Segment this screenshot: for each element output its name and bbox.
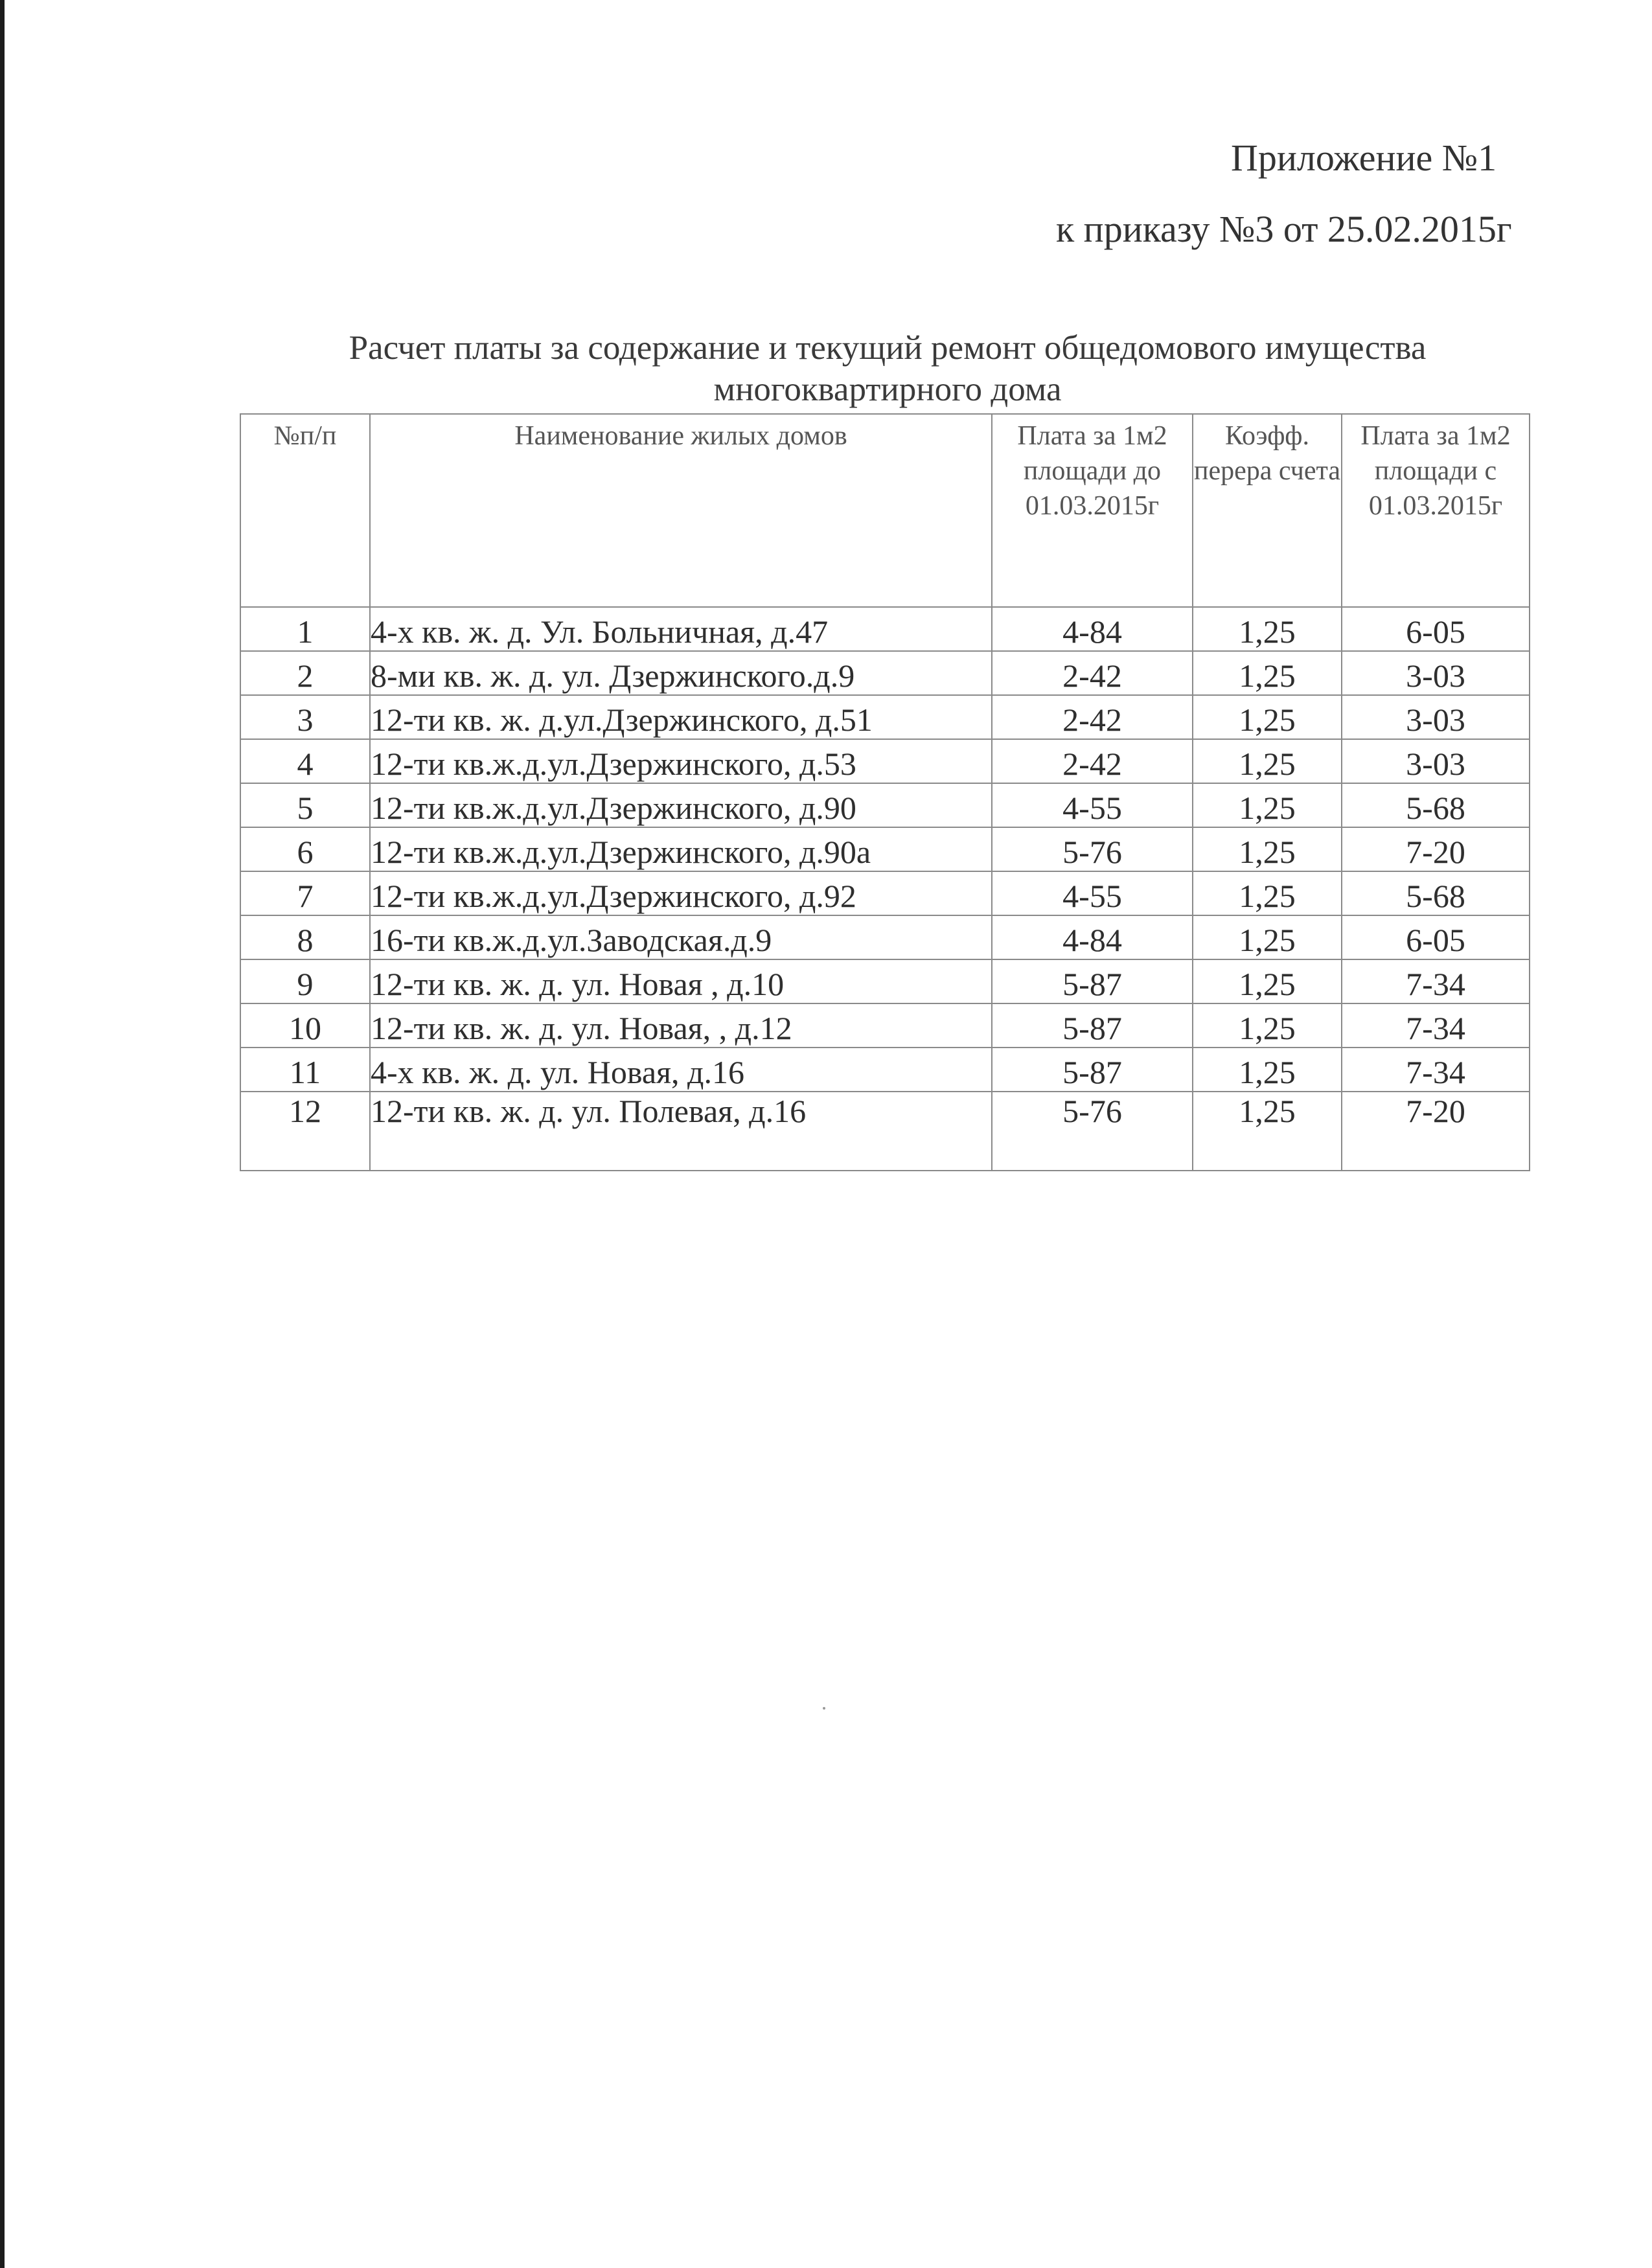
coefficient-cell: 1,25 — [1193, 959, 1342, 1003]
row-number-cell: 10 — [240, 1003, 370, 1048]
coefficient-cell: 1,25 — [1193, 871, 1342, 915]
house-name-cell: 12-ти кв.ж.д.ул.Дзержинского, д.90а — [370, 827, 992, 871]
table-row — [240, 1003, 1530, 1048]
coefficient-cell: 1,25 — [1193, 739, 1342, 783]
rate-after-cell: 7-20 — [1342, 1092, 1530, 1171]
rate-before-cell: 5-76 — [992, 1092, 1193, 1171]
coefficient-cell: 1,25 — [1193, 651, 1342, 695]
rate-after-cell: 3-03 — [1342, 739, 1530, 783]
table-row — [240, 1048, 1530, 1092]
house-name-cell: 12-ти кв. ж. д. ул. Полевая, д.16 — [370, 1092, 992, 1171]
rate-before-cell: 5-87 — [992, 1048, 1193, 1092]
rate-before-cell: 5-87 — [992, 1003, 1193, 1048]
row-number-cell: 1 — [240, 607, 370, 651]
table-row — [240, 739, 1530, 783]
house-name-cell: 12-ти кв.ж.д.ул.Дзержинского, д.53 — [370, 739, 992, 783]
coefficient-cell: 1,25 — [1193, 607, 1342, 651]
column-header-coefficient: Коэфф. перера счета — [1193, 414, 1342, 607]
rate-after-cell: 7-20 — [1342, 827, 1530, 871]
table-row — [240, 651, 1530, 695]
column-header-number: №п/п — [240, 414, 370, 607]
table-row — [240, 607, 1530, 651]
house-name-cell: 12-ти кв. ж. д. ул. Новая, , д.12 — [370, 1003, 992, 1048]
rate-before-cell: 4-84 — [992, 915, 1193, 959]
table-row — [240, 959, 1530, 1003]
column-header-house-name: Наименование жилых домов — [370, 414, 992, 607]
rate-after-cell: 3-03 — [1342, 651, 1530, 695]
table-row — [240, 871, 1530, 915]
table-header-row — [240, 414, 1530, 607]
table-row — [240, 915, 1530, 959]
row-number-cell: 11 — [240, 1048, 370, 1092]
rate-after-cell: 3-03 — [1342, 695, 1530, 739]
house-name-cell: 12-ти кв.ж.д.ул.Дзержинского, д.92 — [370, 871, 992, 915]
scan-edge — [0, 0, 5, 2268]
appendix-title: Приложение №1 — [1231, 137, 1497, 179]
coefficient-cell: 1,25 — [1193, 783, 1342, 827]
table-row — [240, 1092, 1530, 1171]
table-row — [240, 783, 1530, 827]
coefficient-cell: 1,25 — [1193, 1048, 1342, 1092]
rate-before-cell: 5-87 — [992, 959, 1193, 1003]
house-name-cell: 12-ти кв.ж.д.ул.Дзержинского, д.90 — [370, 783, 992, 827]
rate-before-cell: 5-76 — [992, 827, 1193, 871]
rate-after-cell: 7-34 — [1342, 1048, 1530, 1092]
house-name-cell: 8-ми кв. ж. д. ул. Дзержинского.д.9 — [370, 651, 992, 695]
house-name-cell: 12-ти кв. ж. д. ул. Новая , д.10 — [370, 959, 992, 1003]
rate-before-cell: 2-42 — [992, 695, 1193, 739]
rates-table — [240, 413, 1530, 1171]
row-number-cell: 5 — [240, 783, 370, 827]
row-number-cell: 3 — [240, 695, 370, 739]
house-name-cell: 4-х кв. ж. д. Ул. Больничная, д.47 — [370, 607, 992, 651]
house-name-cell: 16-ти кв.ж.д.ул.Заводская.д.9 — [370, 915, 992, 959]
scan-speck — [823, 1707, 825, 1710]
coefficient-cell: 1,25 — [1193, 915, 1342, 959]
table-row — [240, 827, 1530, 871]
rate-before-cell: 2-42 — [992, 739, 1193, 783]
row-number-cell: 8 — [240, 915, 370, 959]
rate-after-cell: 5-68 — [1342, 871, 1530, 915]
table-body — [240, 607, 1530, 1171]
rate-after-cell: 7-34 — [1342, 1003, 1530, 1048]
appendix-reference: к приказу №3 от 25.02.2015г — [1056, 208, 1512, 250]
coefficient-cell: 1,25 — [1193, 695, 1342, 739]
coefficient-cell: 1,25 — [1193, 827, 1342, 871]
rate-after-cell: 7-34 — [1342, 959, 1530, 1003]
rate-after-cell: 6-05 — [1342, 915, 1530, 959]
house-name-cell: 4-х кв. ж. д. ул. Новая, д.16 — [370, 1048, 992, 1092]
row-number-cell: 7 — [240, 871, 370, 915]
rate-before-cell: 4-84 — [992, 607, 1193, 651]
row-number-cell: 9 — [240, 959, 370, 1003]
rate-after-cell: 6-05 — [1342, 607, 1530, 651]
coefficient-cell: 1,25 — [1193, 1092, 1342, 1171]
house-name-cell: 12-ти кв. ж. д.ул.Дзержинского, д.51 — [370, 695, 992, 739]
row-number-cell: 4 — [240, 739, 370, 783]
rate-before-cell: 2-42 — [992, 651, 1193, 695]
row-number-cell: 6 — [240, 827, 370, 871]
rate-before-cell: 4-55 — [992, 783, 1193, 827]
rate-after-cell: 5-68 — [1342, 783, 1530, 827]
column-header-rate-before: Плата за 1м2 площади до 01.03.2015г — [992, 414, 1193, 607]
document-title: Расчет платы за содержание и текущий ремонт общедомового имущества многоквартирного дома — [349, 329, 1427, 408]
column-header-rate-after: Плата за 1м2 площади с 01.03.2015г — [1342, 414, 1530, 607]
table-row — [240, 695, 1530, 739]
row-number-cell: 2 — [240, 651, 370, 695]
rate-before-cell: 4-55 — [992, 871, 1193, 915]
row-number-cell: 12 — [240, 1092, 370, 1171]
coefficient-cell: 1,25 — [1193, 1003, 1342, 1048]
